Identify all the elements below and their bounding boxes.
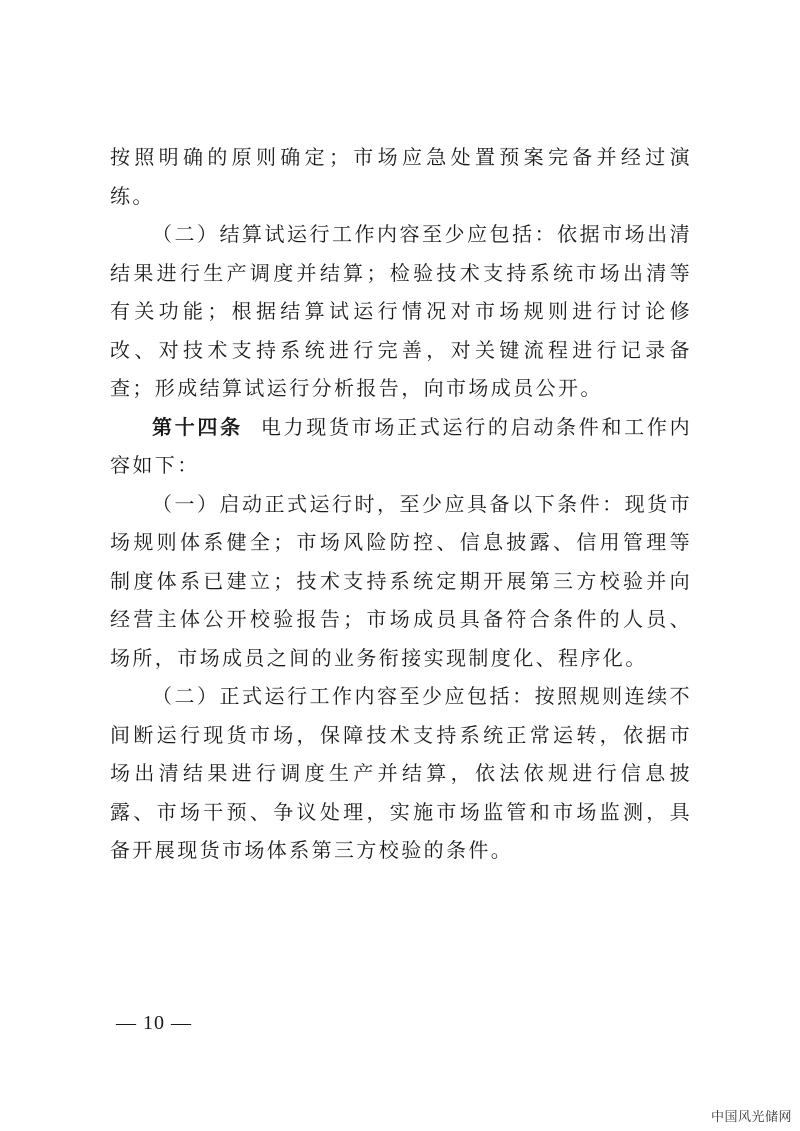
paragraph-2-text: （二）结算试运行工作内容至少应包括：依据市场出清结果进行生产调度并结算；检验技术支持系统市场出清等有关功能；根据结算试运行情况对市场规则进行讨论修改、对技术支持系统进行完善，对关键流程进行记录备查；形成结算试运行分析报告，向市场成员公开。 — [110, 222, 692, 400]
document-body — [110, 138, 692, 870]
article-14-text: 电力现货市场正式运行的启动条件和工作内容如下： — [110, 414, 692, 477]
paragraph-1 — [110, 138, 692, 215]
article-14 — [110, 408, 692, 485]
article-14-heading: 第十四条 — [152, 414, 243, 439]
page-number: — 10 — — [116, 1012, 192, 1034]
paragraph-5-text: （二）正式运行工作内容至少应包括：按照规则连续不间断运行现货市场，保障技术支持系统正常运转，依据市场出清结果进行调度生产并结算，依法依规进行信息披露、市场干预、争议处理，实施市场监管和市场监测，具备开展现货市场体系第三方校验的条件。 — [110, 684, 692, 862]
paragraph-1-text: 按照明确的原则确定；市场应急处置预案完备并经过演练。 — [110, 145, 692, 208]
paragraph-5 — [110, 677, 692, 870]
paragraph-4 — [110, 485, 692, 678]
paragraph-4-text: （一）启动正式运行时，至少应具备以下条件：现货市场规则体系健全；市场风险防控、信息披露、信用管理等制度体系已建立；技术支持系统定期开展第三方校验并向经营主体公开校验报告；市场成员具备符合条件的人员、场所，市场成员之间的业务衔接实现制度化、程序化。 — [110, 491, 692, 670]
watermark: 中国风光储网 — [710, 1110, 792, 1125]
paragraph-2 — [110, 215, 692, 408]
